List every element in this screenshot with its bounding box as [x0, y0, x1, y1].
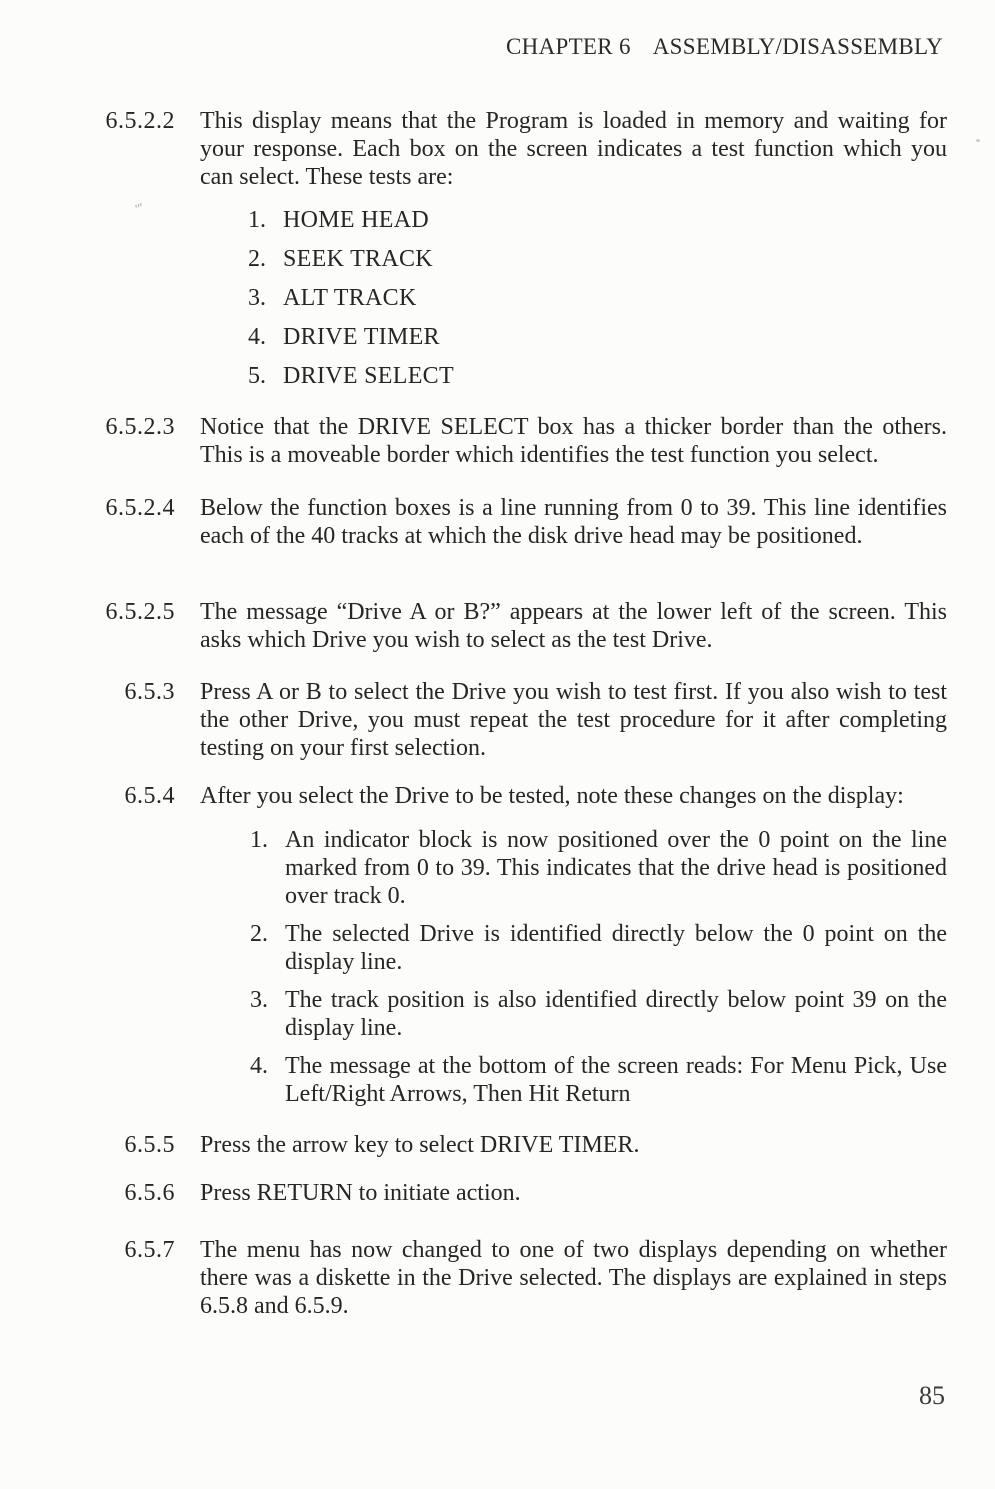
list-item-number: 4.	[250, 1053, 268, 1079]
list-item-number: 5.	[248, 363, 266, 389]
list-item	[248, 284, 454, 312]
section-6-5-2-3	[0, 413, 995, 469]
section-text: Press the arrow key to select DRIVE TIMER.	[200, 1132, 640, 1158]
section-text: After you select the Drive to be tested, note these changes on the display:	[200, 783, 904, 809]
section-6-5-7	[0, 1236, 995, 1320]
list-item-number: 3.	[250, 987, 268, 1013]
section-6-5-2-2	[0, 107, 995, 191]
list-item-number: 2.	[248, 246, 266, 272]
list-item-number: 1.	[250, 827, 268, 853]
list-item	[250, 826, 947, 910]
section-text: Below the function boxes is a line running from 0 to 39. This line identifies each of the 40 tracks at which the disk drive head may be positioned.	[200, 495, 947, 549]
section-number: 6.5.4	[124, 783, 175, 809]
list-item	[248, 245, 454, 273]
list-item	[248, 362, 454, 390]
list-item-label: ALT TRACK	[283, 285, 417, 311]
section-6-5-6	[0, 1179, 995, 1207]
list-item	[250, 920, 947, 976]
header-title: ASSEMBLY/DISASSEMBLY	[652, 34, 943, 59]
section-number: 6.5.2.5	[105, 599, 175, 625]
section-number: 6.5.6	[124, 1180, 175, 1206]
section-number: 6.5.5	[124, 1132, 175, 1158]
section-6-5-2-4	[0, 494, 995, 550]
section-text: This display means that the Program is loaded in memory and waiting for your response. Each box on the screen indicates a test function which you can select. These tests are:	[200, 108, 947, 190]
section-6-5-5	[0, 1131, 995, 1159]
header-chapter: CHAPTER 6	[506, 34, 631, 59]
section-number: 6.5.2.4	[105, 495, 175, 521]
list-item	[250, 986, 947, 1042]
section-text: The menu has now changed to one of two displays depending on whether there was a diskette in the Drive selected. The displays are explained in steps 6.5.8 and 6.5.9.	[200, 1237, 947, 1319]
section-text: The message “Drive A or B?” appears at the lower left of the screen. This asks which Drive you wish to select as the test Drive.	[200, 599, 947, 653]
list-item-text: The message at the bottom of the screen reads: For Menu Pick, Use Left/Right Arrows, Then Hit Return	[285, 1053, 947, 1107]
list-item-label: DRIVE TIMER	[283, 324, 440, 350]
page-number: 85	[919, 1381, 945, 1410]
list-item-number: 4.	[248, 324, 266, 350]
list-item-label: SEEK TRACK	[283, 246, 433, 272]
section-text: Press A or B to select the Drive you wish to test first. If you also wish to test the other Drive, you must repeat the test procedure for it after completing testing on your first selection.	[200, 679, 947, 761]
section-number: 6.5.3	[124, 679, 175, 705]
section-text: Notice that the DRIVE SELECT box has a thicker border than the others. This is a moveable border which identifies the test function you select.	[200, 414, 947, 468]
list-item-number: 2.	[250, 921, 268, 947]
display-changes-list	[250, 826, 947, 1118]
list-item-label: HOME HEAD	[283, 207, 430, 233]
list-item	[250, 1052, 947, 1108]
section-number: 6.5.2.2	[105, 108, 175, 134]
list-item-number: 1.	[248, 207, 266, 233]
test-function-list	[248, 206, 454, 401]
section-6-5-4	[0, 782, 995, 810]
page-header	[506, 33, 943, 61]
list-item-label: DRIVE SELECT	[283, 363, 454, 389]
section-text: Press RETURN to initiate action.	[200, 1180, 521, 1206]
list-item-text: The track position is also identified directly below point 39 on the display line.	[285, 987, 947, 1041]
section-number: 6.5.2.3	[105, 414, 175, 440]
section-6-5-3	[0, 678, 995, 762]
pen-mark-artifact: ʺʹ	[133, 201, 147, 218]
list-item-text: The selected Drive is identified directly below the 0 point on the display line.	[285, 921, 947, 975]
section-6-5-2-5	[0, 598, 995, 654]
list-item	[248, 323, 454, 351]
list-item	[248, 206, 454, 234]
list-item-text: An indicator block is now positioned over the 0 point on the line marked from 0 to 39. This indicates that the drive head is positioned over track 0.	[285, 827, 947, 909]
section-number: 6.5.7	[124, 1237, 175, 1263]
list-item-number: 3.	[248, 285, 266, 311]
